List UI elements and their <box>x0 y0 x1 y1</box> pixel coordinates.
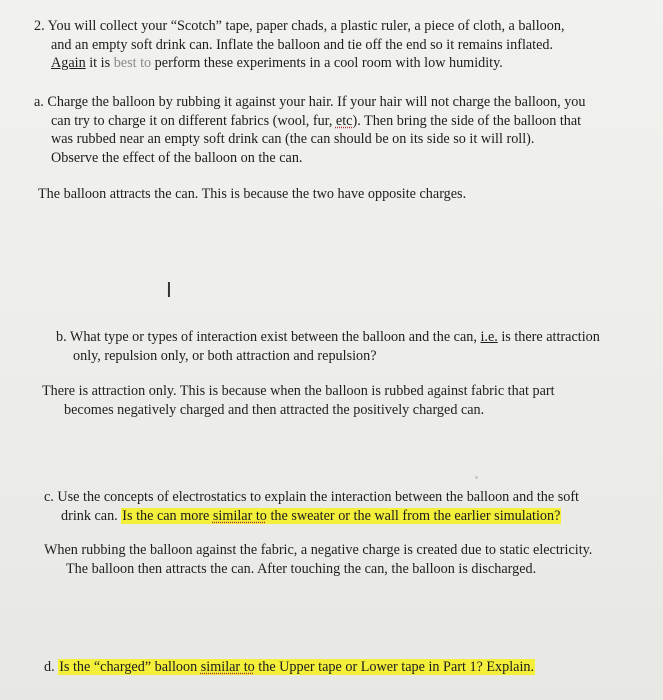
answer-c <box>44 541 592 578</box>
qa-etc-word: etc <box>335 112 353 129</box>
q2-line-2: and an empty soft drink can. Inflate the balloon and tie off the end so it remains inflated. <box>51 36 554 53</box>
question-b <box>56 328 600 365</box>
ac-line-1: When rubbing the balloon against the fabric, a negative charge is created due to static electricity. <box>44 542 593 558</box>
ab-line-1: There is attraction only. This is because when the balloon is rubbed against fabric that part <box>42 383 555 399</box>
qa-line-1: a. Charge the balloon by rubbing it against your hair. If your hair will not charge the balloon, you <box>34 94 586 110</box>
qd-prefix: d. <box>44 659 59 675</box>
qc-highlight <box>121 508 561 524</box>
qa-line-2-a: can try to charge it on different fabrics (wool, fur, <box>51 112 336 129</box>
qd-line-1 <box>44 658 535 677</box>
qd-similar-to: similar to <box>200 659 255 675</box>
text-cursor-icon: I <box>166 278 172 302</box>
qa-line-4: Observe the effect of the balloon on the can. <box>51 149 303 166</box>
qc-similar-to: similar to <box>212 507 267 524</box>
question-2 <box>34 17 565 73</box>
qb-line-2: only, repulsion only, or both attraction and repulsion? <box>73 347 377 364</box>
answer-a <box>38 185 466 204</box>
qb-line-1-c: is there attraction <box>497 329 600 345</box>
qd-text-b: Is the “charged” balloon <box>59 659 201 675</box>
q2-line-3-b: it is <box>85 55 114 71</box>
question-d <box>44 658 535 677</box>
ac-line-2: The balloon then attracts the can. After touching the can, the balloon is discharged. <box>66 560 537 577</box>
q2-again-word: Again <box>51 55 86 71</box>
qb-line-1-a: b. What type or types of interaction exist between the balloon and the can, <box>56 329 481 345</box>
qc-line-2-b: Is the can more <box>122 507 213 524</box>
question-a <box>34 93 585 167</box>
qc-line-1: c. Use the concepts of electrostatics to explain the interaction between the balloon and the soft <box>44 489 579 505</box>
qc-line-2-d: the sweater or the wall from the earlier simulation? <box>266 507 561 524</box>
qb-ie-word: i.e. <box>480 329 498 345</box>
qa-line-2 <box>34 112 585 131</box>
qb-line-1 <box>56 328 600 347</box>
ab-line-2: becomes negatively charged and then attracted the positively charged can. <box>64 401 485 418</box>
qc-line-2-a: drink can. <box>61 507 122 524</box>
q2-line-3 <box>34 54 565 73</box>
qd-highlight <box>58 659 535 675</box>
aa-line-1: The balloon attracts the can. This is because the two have opposite charges. <box>38 186 467 202</box>
qa-line-3: was rubbed near an empty soft drink can (the can should be on its side so it will roll). <box>51 131 535 147</box>
question-c <box>44 488 579 525</box>
q2-faded-words: best to <box>113 55 152 71</box>
qc-line-2 <box>44 507 579 526</box>
q2-line-3-d: perform these experiments in a cool room with low humidity. <box>151 55 503 71</box>
qa-line-2-c: ). Then bring the side of the balloon that <box>352 112 582 129</box>
speck-mark <box>475 476 478 479</box>
answer-b <box>42 382 555 419</box>
q2-line-1: 2. You will collect your “Scotch” tape, paper chads, a plastic ruler, a piece of cloth, a balloon, <box>34 18 565 34</box>
qd-text-d: the Upper tape or Lower tape in Part 1? Explain. <box>254 659 535 675</box>
